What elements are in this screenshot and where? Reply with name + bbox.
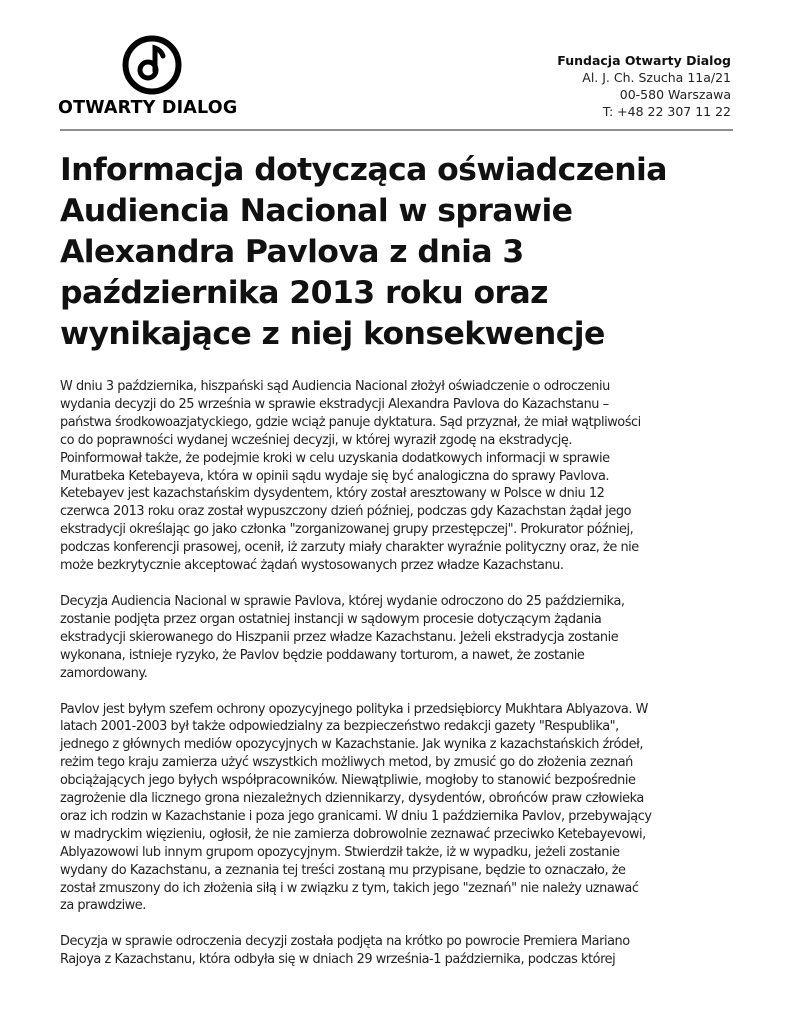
text-line: zagrożenie dla licznego grona niezależnych dziennikarzy, dysydentów, obrońców praw człowieka: [60, 791, 644, 807]
address-city: 00-580 Warszawa: [619, 87, 731, 102]
header-divider: [60, 129, 733, 131]
text-line: wydania decyzji do 25 września w sprawie ekstradycji Alexandra Pavlova do Kazachstanu –: [60, 396, 609, 412]
text-line: może bezkrytycznie akceptować żądań wystosowanych przez władze Kazachstanu.: [60, 558, 564, 574]
text-line: wykonana, istnieje ryzyko, że Pavlov będzie poddawany torturom, a nawet, że zostanie: [60, 647, 585, 663]
otwarty-dialog-logo-icon: [121, 34, 183, 96]
text-line: jednego z głównych mediów opozycyjnych w Kazachstanie. Jak wynika z kazachstańskich źródeł,: [60, 737, 643, 753]
text-line: podczas konferencji prasowej, ocenił, iż zarzuty miały charakter wyraźnie polityczny oraz, że nie: [60, 540, 639, 556]
text-line: ekstradycji określając go jako członka "zorganizowanej grupy przestępczej". Prokurator później,: [60, 522, 634, 538]
text-line: W dniu 3 października, hiszpański sąd Audiencia Nacional złożył oświadczenie o odroczeniu: [60, 379, 610, 394]
title-line: Informacja dotycząca oświadczenia: [60, 152, 667, 188]
address-street: Al. J. Ch. Szucha 11a/21: [582, 70, 731, 85]
organization-name: Fundacja Otwarty Dialog: [557, 53, 731, 68]
text-line: Decyzja Audiencia Nacional w sprawie Pavlova, której wydanie odroczono do 25 października,: [60, 593, 625, 609]
text-line: Poinformował także, że podejmie kroki w celu uzyskania dodatkowych informacji w sprawie: [60, 450, 610, 466]
text-line: Pavlov jest byłym szefem ochrony opozycyjnego polityka i przedsiębiorcy Mukhtara Ablyazova. W: [60, 701, 648, 717]
paragraph: [60, 378, 740, 575]
text-line: za prawdziwe.: [60, 898, 146, 914]
text-line: w madryckim więzieniu, ogłosił, że nie zamierza dobrowolnie zeznawać przeciwko Ketebayevowi,: [60, 826, 646, 842]
title-line: Audiencia Nacional w sprawie: [60, 193, 573, 229]
text-line: latach 2001-2003 był także odpowiedzialny za bezpieczeństwo redakcji gazety "Respublika",: [60, 719, 619, 735]
paragraph: [60, 701, 740, 916]
text-line: reżim tego kraju zamierza użyć wszystkich możliwych metod, by zmusić go do złożenia zeznań: [60, 755, 633, 771]
text-line: wydany do Kazachstanu, a zeznania tej treści zostaną mu przypisane, będzie to oznaczało, że: [60, 862, 626, 878]
text-line: Rajoya z Kazachstanu, która odbyła się w dniach 29 września-1 października, podczas której: [60, 952, 616, 968]
document-body: [60, 378, 740, 987]
title-line: października 2013 roku oraz: [60, 275, 548, 311]
text-line: czerwca 2013 roku oraz został wypuszczony dzień później, podczas gdy Kazachstan żądał jego: [60, 504, 632, 520]
text-line: zostanie podjęta przez organ ostatniej instancji w sądowym procesie dotyczącym żądania: [60, 611, 602, 627]
document-title: [60, 150, 740, 355]
text-line: obciążających jego byłych współpracowników. Niewątpliwie, mogłoby to stanowić bezpośrednie: [60, 773, 636, 789]
text-line: co do poprawności wydanej wcześniej decyzji, w której wyraził zgodę na ekstradycję.: [60, 432, 573, 448]
text-line: Ablyazowowi lub innym grupom opozycyjnym. Stwierdził także, iż w wypadku, jeżeli zostanie: [60, 844, 620, 860]
title-line: Alexandra Pavlova z dnia 3: [60, 234, 524, 270]
title-line: wynikające z niej konsekwencje: [60, 316, 605, 352]
logo: [58, 34, 248, 124]
text-line: zamordowany.: [60, 665, 148, 681]
text-line: oraz ich rodzin w Kazachstanie i poza jego granicami. W dniu 1 października Pavlov, przebywający: [60, 808, 652, 824]
text-line: Decyzja w sprawie odroczenia decyzji została podjęta na krótko po powrocie Premiera Mariano: [60, 934, 630, 950]
text-line: został zmuszony do ich złożenia siłą i w związku z tym, takich jego "zeznań" nie należy uznawać: [60, 880, 639, 896]
text-line: Muratbeka Ketebayeva, która w opinii sądu wydaje się być analogiczna do sprawy Pavlova.: [60, 468, 610, 484]
text-line: Ketebayev jest kazachstańskim dysydentem, który został aresztowany w Polsce w dniu 12: [60, 486, 605, 502]
paragraph: [60, 593, 740, 683]
logo-wordmark: OTWARTY DIALOG: [58, 98, 238, 118]
phone-number: T: +48 22 307 11 22: [602, 104, 731, 119]
organization-address: [557, 52, 731, 120]
text-line: ekstradycji skierowanego do Hiszpanii przez władze Kazachstanu. Jeżeli ekstradycja zostanie: [60, 629, 619, 645]
paragraph: [60, 933, 740, 969]
text-line: państwa środkowoazjatyckiego, gdzie wciąż panuje dyktatura. Sąd przyznał, że miał wątpliwości: [60, 414, 641, 430]
